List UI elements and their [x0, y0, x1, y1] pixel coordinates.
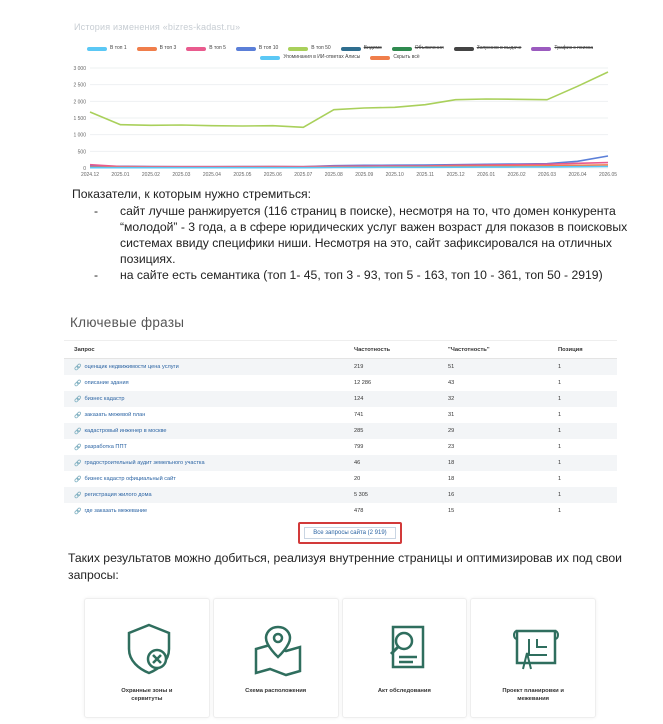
query-link[interactable]	[74, 364, 179, 371]
all-queries-highlight	[298, 522, 402, 544]
y-tick-label: 1 000	[73, 132, 86, 139]
query-cell[interactable]	[64, 428, 354, 435]
col-frequency[interactable]: Частотность	[354, 346, 391, 353]
position-cell: 1	[558, 428, 562, 434]
table-row	[64, 407, 617, 423]
card-security-zones[interactable]	[84, 598, 210, 718]
legend-label: Упоминания в ИИ-ответах Алисы	[283, 54, 361, 60]
query-cell[interactable]	[64, 364, 354, 371]
table-row	[64, 455, 617, 471]
x-tick-label: 2026.03	[538, 172, 557, 178]
legend-label: В топ 1	[110, 45, 127, 51]
legend-label: В топ 50	[311, 45, 331, 51]
chart-title: История изменения «bizres-kadast.ru»	[74, 22, 241, 32]
query-cell[interactable]	[64, 380, 354, 387]
table-row	[64, 359, 617, 375]
query-cell[interactable]	[64, 460, 354, 467]
frequency-cell: 799	[354, 444, 364, 450]
service-cards	[84, 598, 596, 718]
link-icon: 🔗	[74, 476, 82, 483]
x-tick-label: 2025.06	[263, 172, 282, 178]
x-tick-label: 2025.02	[141, 172, 160, 178]
y-tick-label: 2 000	[73, 99, 86, 106]
query-text: бизнес кадастр официальный сайт	[84, 476, 176, 482]
position-cell: 1	[558, 476, 562, 482]
query-cell[interactable]	[64, 508, 354, 515]
query-link[interactable]	[74, 444, 127, 451]
position-cell: 1	[558, 380, 562, 386]
query-cell[interactable]	[64, 412, 354, 419]
table-row	[64, 375, 617, 391]
link-icon: 🔗	[74, 508, 82, 515]
x-tick-label: 2024.12	[80, 172, 100, 178]
frequency-cell: 285	[354, 428, 364, 434]
frequency-cell: 478	[354, 508, 364, 514]
legend-label: В топ 5	[209, 45, 226, 51]
table-row	[64, 423, 617, 439]
query-link[interactable]	[74, 428, 166, 435]
link-icon: 🔗	[74, 396, 82, 403]
chart-plot	[60, 0, 620, 182]
frequency-cell: 741	[354, 412, 364, 418]
query-link[interactable]	[74, 396, 124, 403]
query-text: бизнес кадастр	[84, 396, 125, 402]
x-tick-label: 2025.12	[446, 172, 465, 178]
x-tick-label: 2025.10	[385, 172, 404, 178]
query-link[interactable]	[74, 380, 129, 387]
position-cell: 1	[558, 364, 562, 370]
card-label: Проект планировки и межевания	[502, 688, 564, 702]
link-icon: 🔗	[74, 428, 82, 435]
query-text: кадастровый инженер в москве	[84, 428, 167, 434]
y-tick-label: 1 500	[73, 116, 86, 122]
map-pin-icon	[248, 619, 308, 679]
x-tick-label: 2025.04	[202, 172, 221, 178]
table-row	[64, 471, 617, 487]
exact-frequency-cell: 18	[448, 476, 455, 482]
link-icon: 🔗	[74, 380, 82, 387]
x-tick-label: 2025.11	[416, 172, 435, 178]
query-text: оценщик недвижимости цена услуги	[84, 364, 179, 370]
all-queries-button[interactable]: Все запросы сайта (2 919)	[304, 527, 395, 539]
exact-frequency-cell: 29	[448, 428, 455, 434]
y-tick-label: 2 500	[73, 82, 86, 89]
query-text: разработка ППТ	[84, 444, 127, 450]
col-query[interactable]: Запрос	[74, 346, 95, 353]
query-link[interactable]	[74, 508, 147, 515]
document-search-icon	[377, 619, 437, 679]
y-tick-label: 3 000	[73, 66, 86, 72]
position-cell: 1	[558, 412, 562, 418]
query-cell[interactable]	[64, 476, 354, 483]
x-tick-label: 2025.01	[111, 172, 130, 178]
link-icon: 🔗	[74, 364, 82, 371]
position-cell: 1	[558, 492, 562, 498]
exact-frequency-cell: 18	[448, 460, 455, 466]
table-header	[64, 341, 617, 359]
x-tick-label: 2026.02	[507, 172, 526, 178]
query-cell[interactable]	[64, 444, 354, 451]
intro-text	[72, 186, 632, 283]
intro-heading: Показатели, к которым нужно стремиться:	[72, 187, 312, 201]
intro-bullet: - на сайте есть семантика (топ 1- 45, топ 3 - 93, топ 5 - 163, топ 10 - 361, топ 50 - 2919)	[94, 267, 632, 283]
exact-frequency-cell: 23	[448, 444, 455, 450]
x-tick-label: 2025.08	[324, 172, 343, 178]
exact-frequency-cell: 31	[448, 412, 455, 418]
legend-label: Видимо	[363, 45, 382, 51]
query-text: регистрация жилого дома	[84, 492, 152, 498]
frequency-cell: 46	[354, 460, 361, 466]
x-tick-label: 2026.01	[477, 172, 496, 178]
col-position[interactable]: Позиция	[558, 346, 583, 353]
frequency-cell: 124	[354, 396, 364, 402]
legend-label: Скрыть всё	[393, 54, 420, 60]
series-line	[90, 72, 608, 127]
y-tick-label: 500	[77, 149, 86, 156]
query-link[interactable]	[74, 460, 205, 467]
outro-text: Таких результатов можно добиться, реализуя внутренние страницы и оптимизировав их под свои запросы:	[68, 551, 622, 582]
card-location-scheme[interactable]	[213, 598, 339, 718]
exact-frequency-cell: 32	[448, 396, 455, 402]
col-exact-frequency[interactable]: "Частотность"	[448, 346, 490, 353]
x-tick-label: 2025.07	[294, 172, 313, 178]
table-row	[64, 439, 617, 455]
legend-label: В топ 10	[258, 45, 279, 51]
keywords-title: Ключевые фразы	[70, 315, 185, 330]
exact-frequency-cell: 15	[448, 508, 455, 514]
query-text: градостроительный аудит земельного участка	[84, 460, 205, 466]
exact-frequency-cell: 16	[448, 492, 455, 498]
card-label: Охранные зоны и сервитуты	[121, 688, 173, 702]
card-planning-project[interactable]	[470, 598, 596, 718]
intro-bullets	[94, 203, 632, 283]
x-tick-label: 2026.04	[568, 172, 587, 178]
x-tick-label: 2025.09	[355, 172, 374, 178]
exact-frequency-cell: 51	[448, 364, 455, 370]
position-cell: 1	[558, 508, 562, 514]
exact-frequency-cell: 43	[448, 380, 455, 386]
position-cell: 1	[558, 396, 562, 402]
frequency-cell: 20	[354, 476, 361, 482]
frequency-cell: 219	[354, 364, 364, 370]
table-row	[64, 487, 617, 503]
legend-label: Трафик с поиска	[554, 45, 593, 51]
query-text: описание здания	[84, 380, 129, 386]
y-tick-label: 0	[83, 166, 86, 172]
frequency-cell: 12 286	[354, 380, 372, 386]
query-cell[interactable]	[64, 396, 354, 403]
x-tick-label: 2025.03	[172, 172, 191, 178]
position-cell: 1	[558, 460, 562, 466]
query-text: заказать межевой план	[84, 412, 146, 418]
shield-x-icon	[119, 619, 179, 679]
history-chart	[60, 0, 620, 182]
link-icon: 🔗	[74, 444, 82, 451]
keywords-table	[64, 340, 617, 519]
position-cell: 1	[558, 444, 562, 450]
query-text: где заказать межевание	[84, 508, 148, 514]
link-icon: 🔗	[74, 492, 82, 499]
frequency-cell: 5 305	[354, 492, 368, 498]
legend-label: Запросов в выдаче	[476, 45, 522, 51]
intro-bullet: - сайт лучше ранжируется (116 страниц в поиске), несмотря на то, что домен конкурента “молодой” - 3 года, а в сфере юридических услуг важен возраст для показов в поисковых системах ввиду специфики ниши. Несмотря на это, сайт зафиксировался на отличных позициях.	[94, 203, 632, 267]
table-row	[64, 503, 617, 519]
query-link[interactable]	[74, 492, 152, 499]
table-row	[64, 391, 617, 407]
card-label: Акт обследования	[377, 688, 431, 694]
x-tick-label: 2025.05	[233, 172, 252, 178]
legend-label: Объявления	[414, 45, 444, 51]
query-cell[interactable]	[64, 492, 354, 499]
card-inspection-act[interactable]	[342, 598, 468, 718]
blueprint-icon	[505, 619, 565, 679]
query-link[interactable]	[74, 476, 176, 483]
card-label: Схема расположения	[245, 688, 307, 694]
link-icon: 🔗	[74, 412, 82, 419]
link-icon: 🔗	[74, 460, 82, 467]
x-tick-label: 2026.05	[598, 172, 618, 178]
query-link[interactable]	[74, 412, 145, 419]
legend-label: В топ 3	[159, 45, 177, 51]
